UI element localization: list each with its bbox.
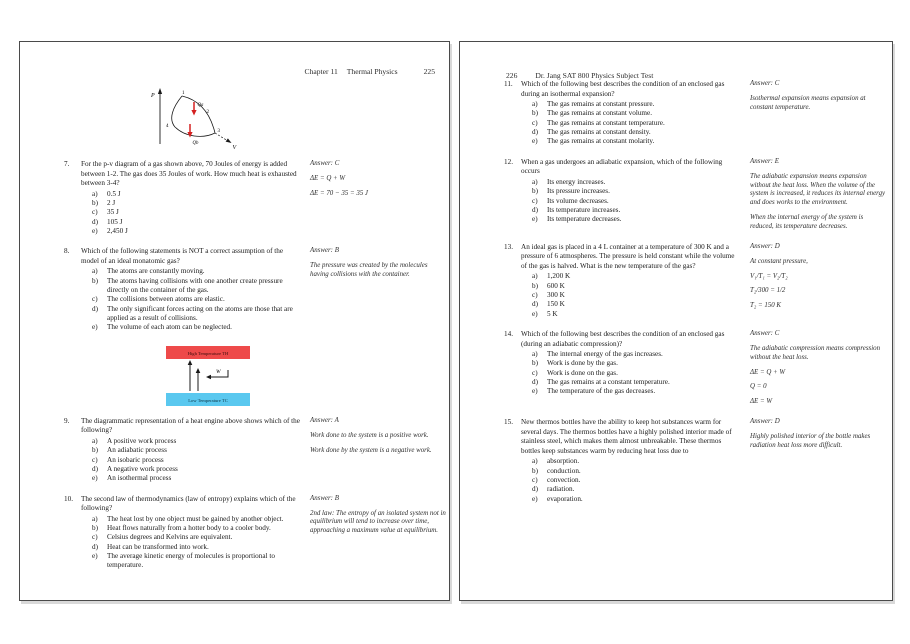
choice-text: Its energy increases. bbox=[547, 177, 606, 186]
choice-text: Heat can be transformed into work. bbox=[107, 542, 209, 551]
choice-letter: c) bbox=[92, 533, 98, 542]
heat-flow-arrowhead-icon bbox=[188, 360, 193, 365]
choice-item bbox=[92, 227, 302, 236]
choice-text: An isothermal process bbox=[107, 474, 172, 483]
question-number: 8. bbox=[64, 247, 70, 256]
answer-text: Work done by the system is a negative work. bbox=[310, 446, 432, 454]
question-text: New thermos bottles have the ability to keep hot substances warm for several days. The thermos bottles have a highly polished interior made of stainless steel, which makes them almost unbreakable. These thermos bottles keep substances warm by reducing heat loss due to bbox=[521, 418, 732, 455]
question-number: 7. bbox=[64, 160, 70, 168]
cold-reservoir-label: Low Temperature TC bbox=[188, 397, 228, 403]
choice-text: A positive work process bbox=[107, 436, 177, 445]
choice-item bbox=[92, 533, 302, 542]
choice-item bbox=[532, 206, 742, 215]
choice-letter: a) bbox=[532, 177, 538, 186]
choice-item bbox=[92, 552, 302, 571]
question-text: The diagrammatic representation of a heat engine above shows which of the following? bbox=[81, 416, 300, 435]
answer-column bbox=[310, 417, 446, 484]
answer-text: Work done to the system is a positive work. bbox=[310, 431, 429, 439]
choice-letter: d) bbox=[532, 300, 538, 309]
question-main bbox=[64, 247, 302, 333]
choice-letter: c) bbox=[532, 196, 538, 205]
answer-column bbox=[750, 80, 886, 147]
choice-item bbox=[532, 457, 742, 466]
heat-in-arrowhead-icon bbox=[191, 110, 196, 116]
choice-text: 105 J bbox=[107, 217, 123, 226]
choice-item bbox=[532, 387, 742, 396]
book-title-label: Dr. Jang SAT 800 Physics Subject Test bbox=[535, 71, 654, 80]
question-main bbox=[504, 330, 742, 407]
choice-item bbox=[92, 295, 302, 304]
choice-item bbox=[532, 378, 742, 387]
choice-item bbox=[92, 323, 302, 332]
point-1-label: 1 bbox=[182, 91, 185, 96]
choice-letter: e) bbox=[532, 387, 538, 396]
choice-list bbox=[92, 267, 302, 333]
answer-column bbox=[310, 495, 446, 571]
choice-text: The only significant forces acting on the atoms are those that are applied as a result of collisions. bbox=[107, 304, 293, 323]
chapter-label: Chapter 11 bbox=[304, 67, 338, 76]
choice-letter: d) bbox=[92, 542, 98, 551]
answer-label: Answer: C bbox=[750, 330, 780, 338]
choice-list bbox=[532, 178, 742, 225]
choice-item bbox=[532, 282, 742, 291]
v-axis bbox=[215, 133, 228, 141]
choice-text: The atoms having collisions with one another create pressure directly on the container of the gas. bbox=[107, 276, 283, 295]
choice-item bbox=[532, 476, 742, 485]
question-block bbox=[64, 494, 446, 571]
choice-item bbox=[92, 190, 302, 199]
question-text: The second law of thermodynamics (law of entropy) explains which of the following? bbox=[81, 494, 296, 513]
choice-item bbox=[92, 277, 302, 296]
choice-letter: a) bbox=[92, 267, 98, 276]
v-axis-label: V bbox=[232, 145, 237, 150]
answer-label: Answer: E bbox=[750, 157, 779, 165]
choice-item bbox=[92, 208, 302, 217]
choice-letter: b) bbox=[92, 198, 98, 207]
choice-list bbox=[532, 272, 742, 319]
point-4-label: 4 bbox=[166, 124, 169, 129]
choice-text: evaporation. bbox=[547, 494, 583, 503]
choice-letter: b) bbox=[532, 109, 538, 118]
page-content bbox=[460, 80, 892, 504]
choice-text: The heat lost by one object must be gained by another object. bbox=[107, 514, 284, 523]
answer-label: Answer: B bbox=[310, 247, 339, 255]
choice-item bbox=[532, 109, 742, 118]
choice-letter: b) bbox=[532, 359, 538, 368]
page-right bbox=[459, 41, 893, 601]
choice-item bbox=[532, 100, 742, 109]
choice-item bbox=[92, 437, 302, 446]
question-text: When a gas undergoes an adiabatic expansion, which of the following occurs bbox=[521, 157, 723, 176]
choice-letter: e) bbox=[92, 323, 98, 332]
question-main bbox=[64, 160, 302, 236]
choice-text: Its temperature decreases. bbox=[547, 215, 622, 224]
choice-letter: d) bbox=[532, 128, 538, 137]
choice-letter: c) bbox=[532, 368, 538, 377]
choice-item bbox=[92, 305, 302, 324]
choice-letter: d) bbox=[532, 205, 538, 214]
work-arrowhead-icon bbox=[206, 375, 211, 379]
answer-text: When the internal energy of the system is reduced, its temperature decreases. bbox=[750, 214, 864, 230]
choice-item bbox=[532, 215, 742, 224]
choice-letter: c) bbox=[92, 455, 98, 464]
answer-text: The pressure was created by the molecules having collisions with the container. bbox=[310, 262, 428, 279]
choice-item bbox=[92, 524, 302, 533]
answer-text: At constant pressure, bbox=[750, 257, 808, 265]
choice-item bbox=[532, 300, 742, 309]
choice-letter: d) bbox=[92, 217, 98, 226]
choice-text: Its temperature increases. bbox=[547, 205, 621, 214]
choice-letter: e) bbox=[532, 215, 538, 224]
choice-item bbox=[532, 137, 742, 146]
point-3-label: 3 bbox=[217, 129, 220, 134]
question-block bbox=[64, 247, 439, 333]
heat-in-label: Qa bbox=[197, 103, 204, 108]
question-number: 14. bbox=[504, 330, 513, 339]
answer-text: ΔE = Q + W bbox=[310, 174, 346, 182]
answer-text: ΔE = W bbox=[750, 398, 773, 406]
choice-list bbox=[92, 190, 302, 237]
question-block bbox=[64, 160, 439, 236]
choice-list bbox=[532, 100, 742, 147]
choice-text: 35 J bbox=[107, 208, 119, 217]
question-block bbox=[504, 157, 886, 232]
choice-letter: a) bbox=[92, 189, 98, 198]
cycle-upper-curve bbox=[182, 96, 215, 133]
answer-label: Answer: C bbox=[310, 160, 340, 167]
choice-list bbox=[92, 515, 302, 571]
page-left bbox=[19, 41, 450, 601]
question-block bbox=[504, 418, 882, 504]
choice-item bbox=[92, 474, 302, 483]
choice-item bbox=[532, 128, 742, 137]
page-content bbox=[20, 86, 449, 571]
choice-letter: d) bbox=[92, 464, 98, 473]
choice-letter: d) bbox=[92, 304, 98, 313]
choice-text: An isobaric process bbox=[107, 455, 164, 464]
question-block bbox=[64, 417, 439, 484]
choice-text: The internal energy of the gas increases. bbox=[547, 350, 663, 359]
choice-text: 2,450 J bbox=[107, 226, 128, 235]
choice-text: radiation. bbox=[547, 485, 575, 494]
answer-text: Isothermal expansion means expansion at constant temperature. bbox=[750, 94, 866, 111]
answer-text: 2nd law: The entropy of an isolated system not in equilibrium will tend to increase over time, approaching a maximum value at equilibrium. bbox=[310, 509, 446, 535]
choice-list bbox=[532, 350, 742, 397]
answer-text: V₁/T₁ = V₂/T₂ bbox=[750, 272, 788, 280]
answer-label: Answer: C bbox=[750, 80, 780, 87]
work-label: W bbox=[216, 368, 221, 375]
pv-diagram bbox=[140, 86, 240, 150]
choice-letter: c) bbox=[532, 475, 538, 484]
heat-out-label: Qb bbox=[192, 141, 199, 146]
choice-text: The gas remains at a constant temperature. bbox=[547, 378, 670, 387]
page-number: 225 bbox=[423, 67, 435, 76]
page-number: 226 bbox=[506, 71, 518, 80]
choice-letter: a) bbox=[532, 457, 538, 466]
choice-item bbox=[532, 369, 742, 378]
p-axis-label: P bbox=[151, 93, 155, 99]
choice-text: The collisions between atoms are elastic. bbox=[107, 295, 225, 304]
hot-reservoir-label: High Temperature TH bbox=[187, 350, 229, 356]
choice-text: The volume of each atom can be neglected. bbox=[107, 323, 232, 332]
choice-text: The gas remains at constant molarity. bbox=[547, 137, 655, 146]
choice-item bbox=[92, 267, 302, 276]
question-number: 15. bbox=[504, 418, 513, 427]
choice-text: A negative work process bbox=[107, 464, 178, 473]
choice-letter: b) bbox=[92, 523, 98, 532]
question-number: 13. bbox=[504, 242, 513, 251]
choice-letter: a) bbox=[532, 272, 538, 281]
question-text: An ideal gas is placed in a 4 L container at a temperature of 300 K and a pressure of 6 atmospheres. The pressure is held constant while the volume of the gas is halved. What is the new temperature of the gas? bbox=[521, 242, 735, 270]
choice-item bbox=[532, 291, 742, 300]
heat-engine-figure bbox=[154, 344, 439, 413]
choice-text: 150 K bbox=[547, 300, 565, 309]
answer-label: Answer: D bbox=[750, 242, 780, 250]
question-main bbox=[64, 417, 302, 484]
choice-text: Celsius degrees and Kelvins are equivalent. bbox=[107, 533, 233, 542]
point-2-label: 2 bbox=[206, 110, 209, 115]
choice-letter: b) bbox=[532, 187, 538, 196]
question-block bbox=[504, 330, 882, 407]
question-number: 11. bbox=[504, 80, 513, 88]
answer-column bbox=[750, 243, 886, 319]
choice-letter: e) bbox=[92, 552, 98, 561]
choice-item bbox=[532, 197, 742, 206]
question-main bbox=[504, 158, 742, 232]
choice-list bbox=[92, 437, 302, 484]
answer-text: ΔE = Q + W bbox=[750, 368, 786, 376]
choice-item bbox=[92, 515, 302, 524]
choice-item bbox=[532, 359, 742, 368]
question-text: For the p-v diagram of a gas shown above, 70 Joules of energy is added between 1-2. The gas does 35 Joules of work. How much heat is exhausted between 3-4? bbox=[81, 160, 297, 187]
choice-item bbox=[532, 485, 742, 494]
choice-text: Heat flows naturally from a hotter body to a cooler body. bbox=[107, 523, 271, 532]
answer-label: Answer: A bbox=[310, 416, 339, 424]
choice-letter: b) bbox=[92, 446, 98, 455]
choice-letter: a) bbox=[532, 100, 538, 108]
p-axis-arrow-icon bbox=[158, 88, 162, 94]
question-number: 12. bbox=[504, 157, 513, 166]
choice-letter: c) bbox=[532, 290, 538, 299]
choice-letter: c) bbox=[92, 208, 98, 217]
choice-text: An adiabatic process bbox=[107, 446, 167, 455]
question-number: 10. bbox=[64, 494, 73, 503]
answer-column bbox=[750, 158, 886, 232]
question-block bbox=[504, 243, 882, 319]
choice-text: The gas remains at constant volume. bbox=[547, 109, 652, 118]
answer-column bbox=[310, 160, 446, 236]
question-main bbox=[504, 418, 742, 504]
answer-column bbox=[750, 330, 886, 407]
choice-text: The temperature of the gas decreases. bbox=[547, 387, 656, 396]
question-text: Which of the following statements is NOT a correct assumption of the model of an ideal monatomic gas? bbox=[81, 247, 284, 265]
question-text: Which of the following best describes the condition of an enclosed gas (during an adiabatic compression)? bbox=[521, 330, 725, 348]
v-axis-arrow-icon bbox=[226, 138, 232, 143]
question-text: Which of the following best describes the condition of an enclosed gas during an isothermal expansion? bbox=[521, 80, 725, 98]
choice-item bbox=[532, 310, 742, 319]
choice-letter: e) bbox=[532, 494, 538, 503]
heat-engine-diagram bbox=[154, 344, 264, 408]
choice-letter: e) bbox=[532, 137, 538, 146]
choice-text: Its pressure increases. bbox=[547, 187, 610, 196]
choice-text: conduction. bbox=[547, 466, 581, 475]
page-header bbox=[20, 67, 435, 76]
answer-text: T₂ = 150 K bbox=[750, 302, 781, 310]
choice-item bbox=[92, 543, 302, 552]
answer-text: Highly polished interior of the bottle makes radiation heat loss more difficult. bbox=[750, 433, 871, 449]
choice-letter: d) bbox=[532, 485, 538, 494]
answer-label: Answer: D bbox=[750, 418, 780, 426]
choice-text: 1,200 K bbox=[547, 272, 571, 281]
choice-letter: c) bbox=[532, 118, 538, 127]
choice-text: 5 K bbox=[547, 309, 558, 318]
choice-text: Its volume decreases. bbox=[547, 196, 609, 205]
answer-column bbox=[310, 247, 446, 333]
answer-text: The adiabatic expansion means expansion without the heat loss. When the volume of the system is increased, it reduces its internal energy and does works to the environment. bbox=[750, 172, 886, 207]
choice-text: The gas remains at constant density. bbox=[547, 128, 651, 137]
choice-text: The atoms are constantly moving. bbox=[107, 267, 205, 276]
choice-item bbox=[532, 272, 742, 281]
answer-text: T₂/300 = 1/2 bbox=[750, 287, 786, 295]
choice-text: The gas remains at constant pressure. bbox=[547, 100, 655, 108]
choice-item bbox=[92, 199, 302, 208]
choice-text: convection. bbox=[547, 475, 581, 484]
answer-column bbox=[750, 418, 886, 504]
question-number: 9. bbox=[64, 416, 70, 425]
pv-diagram-figure bbox=[140, 86, 439, 155]
question-block bbox=[504, 80, 882, 147]
answer-text: The adiabatic compression means compression without the heat loss. bbox=[750, 345, 881, 361]
choice-letter: b) bbox=[92, 276, 98, 285]
choice-item bbox=[92, 446, 302, 455]
question-main bbox=[504, 80, 742, 147]
choice-letter: e) bbox=[532, 309, 538, 318]
choice-letter: e) bbox=[92, 226, 98, 235]
choice-letter: a) bbox=[92, 436, 98, 445]
choice-item bbox=[532, 187, 742, 196]
heat-flow-arrowhead2-icon bbox=[196, 368, 201, 373]
choice-letter: b) bbox=[532, 466, 538, 475]
choice-letter: c) bbox=[92, 295, 98, 304]
choice-text: Work is done on the gas. bbox=[547, 368, 618, 377]
question-main bbox=[504, 243, 742, 319]
choice-text: The average kinetic energy of molecules is proportional to temperature. bbox=[107, 552, 275, 570]
choice-text: 2 J bbox=[107, 198, 116, 207]
choice-text: absorption. bbox=[547, 457, 580, 466]
answer-text: Q = 0 bbox=[750, 383, 767, 391]
choice-item bbox=[532, 495, 742, 504]
choice-text: Work is done by the gas. bbox=[547, 359, 618, 368]
choice-text: 600 K bbox=[547, 281, 565, 290]
answer-text: ΔE = 70 − 35 = 35 J bbox=[310, 189, 368, 197]
choice-letter: e) bbox=[92, 474, 98, 483]
question-main bbox=[64, 495, 302, 571]
choice-item bbox=[92, 456, 302, 465]
choice-letter: a) bbox=[92, 514, 98, 523]
answer-label: Answer: B bbox=[310, 494, 339, 502]
choice-letter: a) bbox=[532, 350, 538, 359]
choice-letter: b) bbox=[532, 281, 538, 290]
choice-item bbox=[532, 467, 742, 476]
choice-text: 0.5 J bbox=[107, 189, 121, 198]
choice-item bbox=[92, 465, 302, 474]
choice-letter: d) bbox=[532, 378, 538, 387]
section-label: Thermal Physics bbox=[346, 67, 398, 76]
choice-list bbox=[532, 457, 742, 504]
choice-item bbox=[532, 350, 742, 359]
choice-item bbox=[92, 218, 302, 227]
choice-item bbox=[532, 178, 742, 187]
choice-item bbox=[532, 119, 742, 128]
page-header bbox=[506, 71, 892, 80]
choice-text: 300 K bbox=[547, 290, 565, 299]
choice-text: The gas remains at constant temperature. bbox=[547, 118, 665, 127]
